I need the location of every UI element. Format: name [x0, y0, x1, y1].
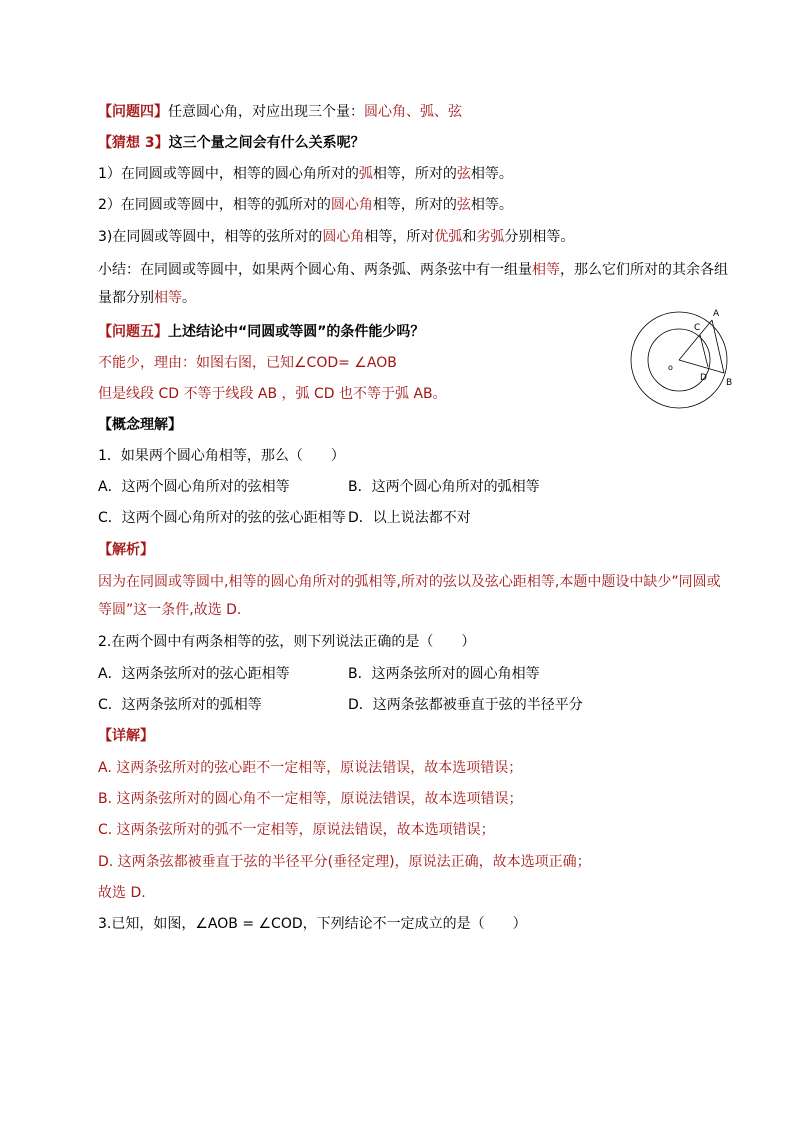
- radius-ob: [679, 360, 724, 373]
- property-two-chord: 弦: [456, 197, 471, 213]
- concentric-circles-figure: [624, 300, 734, 410]
- label-d: D: [700, 373, 707, 383]
- property-two-text-e: 相等。: [470, 197, 513, 213]
- question-four-text: 任意圆心角，对应出现三个量：: [168, 104, 364, 120]
- analysis-one-text: 因为在同圆或等圆中,相等的圆心角所对的弧相等,所对的弦以及弦心距相等,本题中题设中缺少”同圆或等圆”这一条件,故选 D.: [98, 574, 721, 618]
- property-one-arc: 弧: [358, 166, 373, 182]
- exercise-two-option-a: A．这两条弦所对的弦心距相等: [98, 666, 290, 682]
- summary-equal-2: 相等: [154, 290, 182, 306]
- property-one-text-e: 相等。: [470, 166, 513, 182]
- chord-cd: [700, 335, 708, 367]
- question-four-highlight: 圆心角、弧、弦: [364, 104, 462, 120]
- property-three-text-e: 和: [462, 229, 477, 245]
- question-five-label: 【问题五】: [98, 324, 168, 340]
- chord-ab: [712, 320, 724, 373]
- property-three: [98, 227, 574, 247]
- property-three-text-g: 分别相等。: [504, 229, 575, 245]
- summary-text-e: 。: [182, 290, 196, 306]
- property-one-chord: 弦: [456, 166, 471, 182]
- label-c: C: [694, 323, 701, 333]
- exercise-two-option-c: C．这两条弦所对的弧相等: [98, 697, 262, 713]
- detail-two-b: B. 这两条弦所对的圆心角不一定相等，原说法错误，故本选项错误；: [98, 791, 523, 807]
- summary-text-c: ，那么它们所对的其余各组量都分别: [98, 262, 728, 306]
- exercise-one-option-d: D．以上说法都不对: [348, 510, 471, 526]
- detail-two-e: 故选 D.: [98, 885, 146, 901]
- exercise-one-option-c: C．这两个圆心角所对的弦的弦心距相等: [98, 510, 346, 526]
- property-two-text-a: 2）在同圆或等圆中，相等的弧所对的: [98, 197, 331, 213]
- exercise-two-option-d: D．这两条弦都被垂直于弦的半径平分: [348, 697, 583, 713]
- summary-equal-1: 相等: [532, 262, 560, 278]
- property-one: [98, 164, 513, 184]
- conjecture-three-label: 【猜想 3】: [98, 135, 169, 151]
- question-five-answer-1: 不能少，理由：如图右图，已知∠COD= ∠AOB: [98, 355, 397, 371]
- concept-heading: 【概念理解】: [98, 417, 182, 433]
- property-one-text-a: 1）在同圆或等圆中，相等的圆心角所对的: [98, 166, 359, 182]
- detail-two-label: 【详解】: [98, 728, 154, 744]
- exercise-one-stem: 1．如果两个圆心角相等，那么（ ）: [98, 448, 345, 464]
- summary-text-a: 小结：在同圆或等圆中，如果两个圆心角、两条弧、两条弦中有一组量: [98, 262, 532, 278]
- property-three-angle: 圆心角: [322, 229, 365, 245]
- property-two-text-c: 相等，所对的: [372, 197, 457, 213]
- property-three-major-arc: 优弧: [434, 229, 463, 245]
- property-two: [98, 195, 513, 215]
- exercise-three-stem: 3.已知，如图，∠AOB = ∠COD，下列结论不一定成立的是（ ）: [98, 916, 527, 932]
- question-four: [98, 102, 462, 122]
- exercise-two-stem: 2.在两个圆中有两条相等的弦，则下列说法正确的是（ ）: [98, 634, 476, 650]
- question-five: [98, 322, 424, 342]
- detail-two-d: D. 这两条弦都被垂直于弦的半径平分(垂径定理)，原说法正确，故本选项正确；: [98, 854, 591, 870]
- exercise-two-option-b: B．这两条弦所对的圆心角相等: [348, 666, 540, 682]
- question-four-label: 【问题四】: [98, 104, 168, 120]
- property-three-text-a: 3)在同圆或等圆中，相等的弦所对的: [98, 229, 323, 245]
- property-one-text-c: 相等，所对的: [372, 166, 457, 182]
- exercise-one-option-a: A．这两个圆心角所对的弦相等: [98, 479, 290, 495]
- label-a: A: [713, 309, 720, 319]
- question-five-text: 上述结论中“同圆或等圆”的条件能少吗？: [168, 324, 425, 340]
- conjecture-three: [98, 133, 365, 153]
- label-o: o: [668, 363, 673, 372]
- property-two-angle: 圆心角: [330, 197, 373, 213]
- conjecture-three-text: 这三个量之间会有什么关系呢？: [168, 135, 365, 151]
- property-three-text-c: 相等，所对: [364, 229, 435, 245]
- detail-two-c: C. 这两条弦所对的弧不一定相等，原说法错误，故本选项错误；: [98, 822, 495, 838]
- property-three-minor-arc: 劣弧: [476, 229, 505, 245]
- label-b: B: [726, 378, 733, 388]
- detail-two-a: A. 这两条弦所对的弦心距不一定相等，原说法错误，故本选项错误；: [98, 760, 523, 776]
- exercise-one-option-b: B．这两个圆心角所对的弧相等: [348, 479, 540, 495]
- analysis-one-label: 【解析】: [98, 542, 154, 558]
- question-five-answer-2: 但是线段 CD 不等于线段 AB ，弧 CD 也不等于弧 AB。: [98, 386, 447, 402]
